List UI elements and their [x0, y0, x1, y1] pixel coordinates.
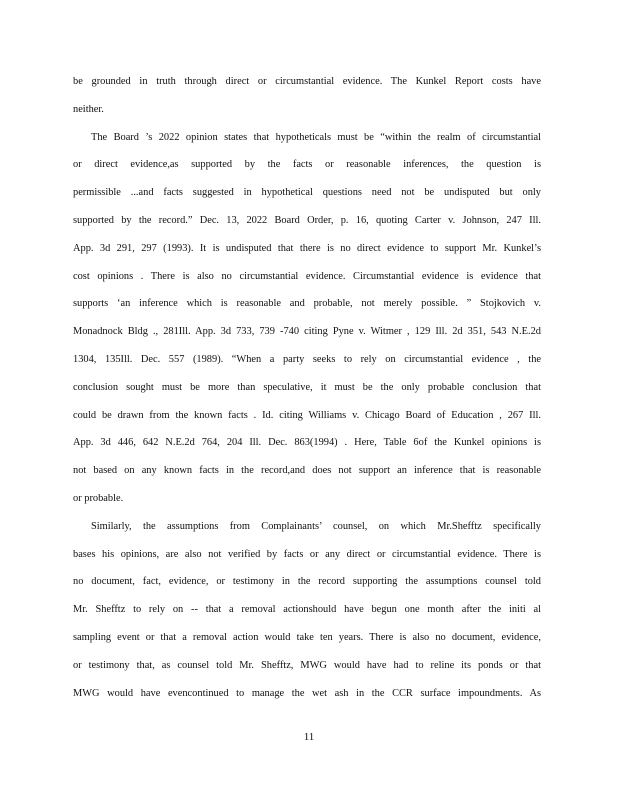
text-line: conclusion sought must be more than speculative, it must be the only probable conclusion that	[73, 381, 541, 393]
body-text	[73, 68, 541, 707]
text-line: neither.	[73, 103, 104, 115]
text-line: App. 3d 446, 642 N.E.2d 764, 204 Ill. Dec. 863(1994) . Here, Table 6of the Kunkel opinions is	[73, 437, 541, 449]
text-line: or probable.	[73, 492, 124, 504]
text-line: 1304, 135Ill. Dec. 557 (1989). “When a party seeks to rely on circumstantial evidence , the	[73, 353, 541, 365]
text-line: Monadnock Bldg ., 281Ill. App. 3d 733, 739 -740 citing Pyne v. Witmer , 129 Ill. 2d 351, 543 N.E.2d	[73, 326, 541, 338]
text-line: could be drawn from the known facts . Id. citing Williams v. Chicago Board of Education , 267 Ill.	[73, 409, 541, 421]
text-line: be grounded in truth through direct or circumstantial evidence. The Kunkel Report costs have	[73, 76, 541, 87]
page-number: 11	[303, 731, 315, 743]
text-line: MWG would have evencontinued to manage the wet ash in the CCR surface impoundments. As	[73, 687, 541, 699]
text-line: cost opinions . There is also no circumstantial evidence. Circumstantial evidence is evidence that	[73, 270, 541, 282]
text-line: sampling event or that a removal action would take ten years. There is also no document, evidence,	[73, 631, 541, 643]
text-line: or testimony that, as counsel told Mr. Shefftz, MWG would have had to reline its ponds or that	[73, 659, 541, 671]
text-line: App. 3d 291, 297 (1993). It is undisputed that there is no direct evidence to support Mr. Kunkel’s	[73, 242, 541, 254]
text-line: bases his opinions, are also not verified by facts or any direct or circumstantial evidence. There is	[73, 548, 541, 560]
text-line: no document, fact, evidence, or testimony in the record supporting the assumptions counsel told	[73, 576, 541, 588]
text-line: supports ‘an inference which is reasonable and probable, not merely possible. ” Stojkovich v.	[73, 298, 541, 310]
paragraph-first-line: Similarly, the assumptions from Complainants’ counsel, on which Mr.Shefftz specifically	[91, 520, 541, 532]
text-line: supported by the record.” Dec. 13, 2022 Board Order, p. 16, quoting Carter v. Johnson, 247 Ill.	[73, 214, 541, 226]
text-line: or direct evidence,as supported by the facts or reasonable inferences, the question is	[73, 159, 541, 171]
text-line: permissible ...and facts suggested in hypothetical questions need not be undisputed but only	[73, 187, 541, 199]
paragraph-first-line: The Board ’s 2022 opinion states that hypotheticals must be “within the realm of circumstantial	[91, 131, 541, 143]
text-line: Mr. Shefftz to rely on -- that a removal actionshould have begun one month after the initi al	[73, 604, 541, 616]
text-line: not based on any known facts in the record,and does not support an inference that is reasonable	[73, 465, 541, 477]
